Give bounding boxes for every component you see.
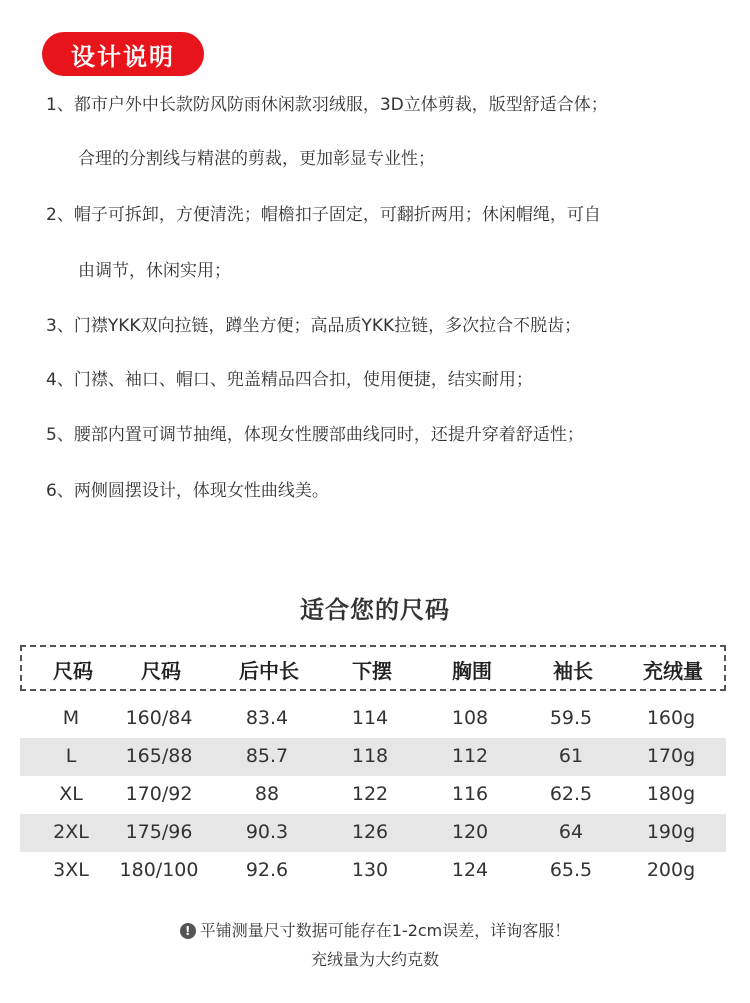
cell-size: 2XL [53, 821, 89, 843]
header-sleeve-length: 袖长 [553, 659, 593, 683]
description-line-2-cont: 由调节，休闲实用； [78, 261, 231, 281]
table-row [20, 738, 726, 776]
cell-hem: 118 [351, 745, 389, 767]
design-description-badge: 设计说明 [42, 32, 204, 76]
description-line-6: 6、两侧圆摆设计，体现女性曲线美。 [46, 481, 329, 501]
cell-hem: 114 [351, 707, 389, 729]
cell-fill-weight: 190g [646, 821, 696, 843]
cell-fill-weight: 200g [646, 859, 696, 881]
cell-back-length: 83.4 [245, 707, 289, 729]
header-size-label: 尺码 [53, 659, 93, 683]
cell-sleeve-length: 65.5 [549, 859, 593, 881]
header-fill-weight: 充绒量 [643, 659, 703, 683]
description-line-1: 1、都市户外中长款防风防雨休闲款羽绒服，3D立体剪裁，版型舒适合体； [46, 95, 608, 115]
cell-back-length: 88 [254, 783, 280, 805]
measurement-note-text: 平铺测量尺寸数据可能存在1-2cm误差，详询客服！ [199, 921, 571, 940]
cell-fill-weight: 170g [646, 745, 696, 767]
cell-spec: 175/96 [125, 821, 193, 843]
cell-fill-weight: 180g [646, 783, 696, 805]
cell-back-length: 85.7 [245, 745, 289, 767]
description-line-5: 5、腰部内置可调节抽绳，体现女性腰部曲线同时，还提升穿着舒适性； [46, 425, 584, 445]
table-row [20, 814, 726, 852]
cell-chest: 116 [451, 783, 489, 805]
table-row [20, 852, 726, 890]
description-line-1-cont: 合理的分割线与精湛的剪裁，更加彰显专业性； [78, 149, 435, 169]
cell-sleeve-length: 61 [558, 745, 584, 767]
cell-chest: 120 [451, 821, 489, 843]
size-table-header [20, 645, 726, 691]
header-size-spec: 尺码 [141, 659, 181, 683]
cell-chest: 112 [451, 745, 489, 767]
cell-spec: 180/100 [119, 859, 199, 881]
cell-size: 3XL [53, 859, 89, 881]
cell-size: L [65, 745, 77, 767]
size-section-title: 适合您的尺码 [300, 596, 450, 624]
cell-sleeve-length: 59.5 [549, 707, 593, 729]
cell-hem: 130 [351, 859, 389, 881]
header-chest: 胸围 [452, 659, 492, 683]
cell-fill-weight: 160g [646, 707, 696, 729]
cell-back-length: 90.3 [245, 821, 289, 843]
description-line-2: 2、帽子可拆卸，方便清洗；帽檐扣子固定，可翻折两用；休闲帽绳，可自 [46, 205, 601, 225]
cell-back-length: 92.6 [245, 859, 289, 881]
cell-hem: 122 [351, 783, 389, 805]
cell-spec: 165/88 [125, 745, 193, 767]
description-line-3: 3、门襟YKK双向拉链，蹲坐方便；高品质YKK拉链，多次拉合不脱齿； [46, 316, 582, 336]
alert-icon: ! [180, 923, 196, 939]
table-row [20, 776, 726, 814]
description-line-4: 4、门襟、袖口、帽口、兜盖精品四合扣，使用便捷，结实耐用； [46, 370, 533, 390]
cell-chest: 108 [451, 707, 489, 729]
measurement-note [0, 918, 750, 941]
cell-spec: 170/92 [125, 783, 193, 805]
cell-chest: 124 [451, 859, 489, 881]
cell-sleeve-length: 62.5 [549, 783, 593, 805]
cell-size: XL [59, 783, 83, 805]
cell-sleeve-length: 64 [558, 821, 584, 843]
cell-size: M [62, 707, 80, 729]
header-back-length: 后中长 [239, 659, 299, 683]
cell-hem: 126 [351, 821, 389, 843]
table-row [20, 700, 726, 738]
cell-spec: 160/84 [125, 707, 193, 729]
header-hem: 下摆 [352, 659, 392, 683]
fill-weight-note: 充绒量为大约克数 [310, 950, 439, 969]
